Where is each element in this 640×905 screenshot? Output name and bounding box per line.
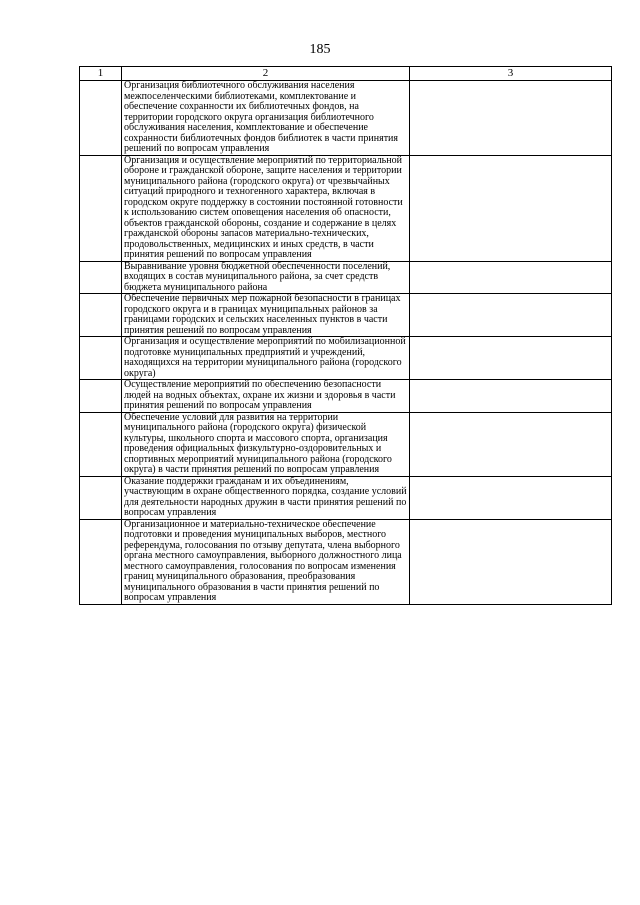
power-description-cell: Организация и осуществление мероприятий по мобилизационной подготовке муниципальных предприятий и учреждений, находящихся на территории муниципального района (городского округа) xyxy=(122,337,410,380)
table-row xyxy=(80,412,612,476)
column-3-cell xyxy=(410,155,612,261)
column-header-3: 3 xyxy=(410,67,612,81)
table-row xyxy=(80,519,612,604)
table-row xyxy=(80,81,612,156)
row-number-cell xyxy=(80,519,122,604)
power-description-cell: Организация библиотечного обслуживания населения межпоселенческими библиотеками, комплектование и обеспечение сохранности их библиотечных фондов, на территории городского округа организация библиотечного обслуживания населения, комплектование и обеспечение сохранности библиотечных фондов библиотек в части принятия решений по вопросам управления xyxy=(122,81,410,156)
table-row xyxy=(80,337,612,380)
row-number-cell xyxy=(80,380,122,413)
column-header-2: 2 xyxy=(122,67,410,81)
power-description-cell: Организационное и материально-техническое обеспечение подготовки и проведения муниципальных выборов, местного референдума, голосования по отзыву депутата, члена выборного органа местного самоуправления, выборного должностного лица местного самоуправления, голосования по вопросам изменения границ муниципального образования, преобразования муниципального образования в части принятия решений по вопросам управления xyxy=(122,519,410,604)
table-row xyxy=(80,155,612,261)
power-description-cell: Оказание поддержки гражданам и их объединениям, участвующим в охране общественного порядка, создание условий для деятельности народных дружин в части принятия решений по вопросам управления xyxy=(122,476,410,519)
power-description-cell: Осуществление мероприятий по обеспечению безопасности людей на водных объектах, охране их жизни и здоровья в части принятия решений по вопросам управления xyxy=(122,380,410,413)
row-number-cell xyxy=(80,337,122,380)
row-number-cell xyxy=(80,412,122,476)
column-3-cell xyxy=(410,81,612,156)
table-row xyxy=(80,261,612,294)
power-description-cell: Организация и осуществление мероприятий по территориальной обороне и гражданской обороне, защите населения и территории муниципального района (городского округа) от чрезвычайных ситуаций природного и техногенного характера, включая в городском округе поддержку в состоянии постоянной готовности к использованию систем оповещения населения об опасности, объектов гражданской обороны, создание и содержание в целях гражданской обороны запасов материально-технических, продовольственных, медицинских и иных средств, в части принятия решений по вопросам управления xyxy=(122,155,410,261)
table-row xyxy=(80,294,612,337)
column-3-cell xyxy=(410,412,612,476)
column-3-cell xyxy=(410,261,612,294)
power-description-cell: Обеспечение условий для развития на территории муниципального района (городского округа) физической культуры, школьного спорта и массового спорта, организация проведения официальных физкультурно-оздоровительных и спортивных мероприятий муниципального района (городского округа) в части принятия решений по вопросам управления xyxy=(122,412,410,476)
power-description-cell: Выравнивание уровня бюджетной обеспеченности поселений, входящих в состав муниципального района, за счет средств бюджета муниципального района xyxy=(122,261,410,294)
column-3-cell xyxy=(410,337,612,380)
column-3-cell xyxy=(410,519,612,604)
row-number-cell xyxy=(80,476,122,519)
row-number-cell xyxy=(80,155,122,261)
table-row xyxy=(80,476,612,519)
row-number-cell xyxy=(80,261,122,294)
column-3-cell xyxy=(410,476,612,519)
page-number: 185 xyxy=(309,42,331,57)
column-3-cell xyxy=(410,380,612,413)
row-number-cell xyxy=(80,81,122,156)
column-header-1: 1 xyxy=(80,67,122,81)
power-description-cell: Обеспечение первичных мер пожарной безопасности в границах городского округа и в границах муниципальных районов за границами городских и сельских населенных пунктов в части принятия решений по вопросам управления xyxy=(122,294,410,337)
table-row xyxy=(80,380,612,413)
row-number-cell xyxy=(80,294,122,337)
column-3-cell xyxy=(410,294,612,337)
table-header-row xyxy=(80,67,612,81)
powers-table xyxy=(79,66,612,605)
